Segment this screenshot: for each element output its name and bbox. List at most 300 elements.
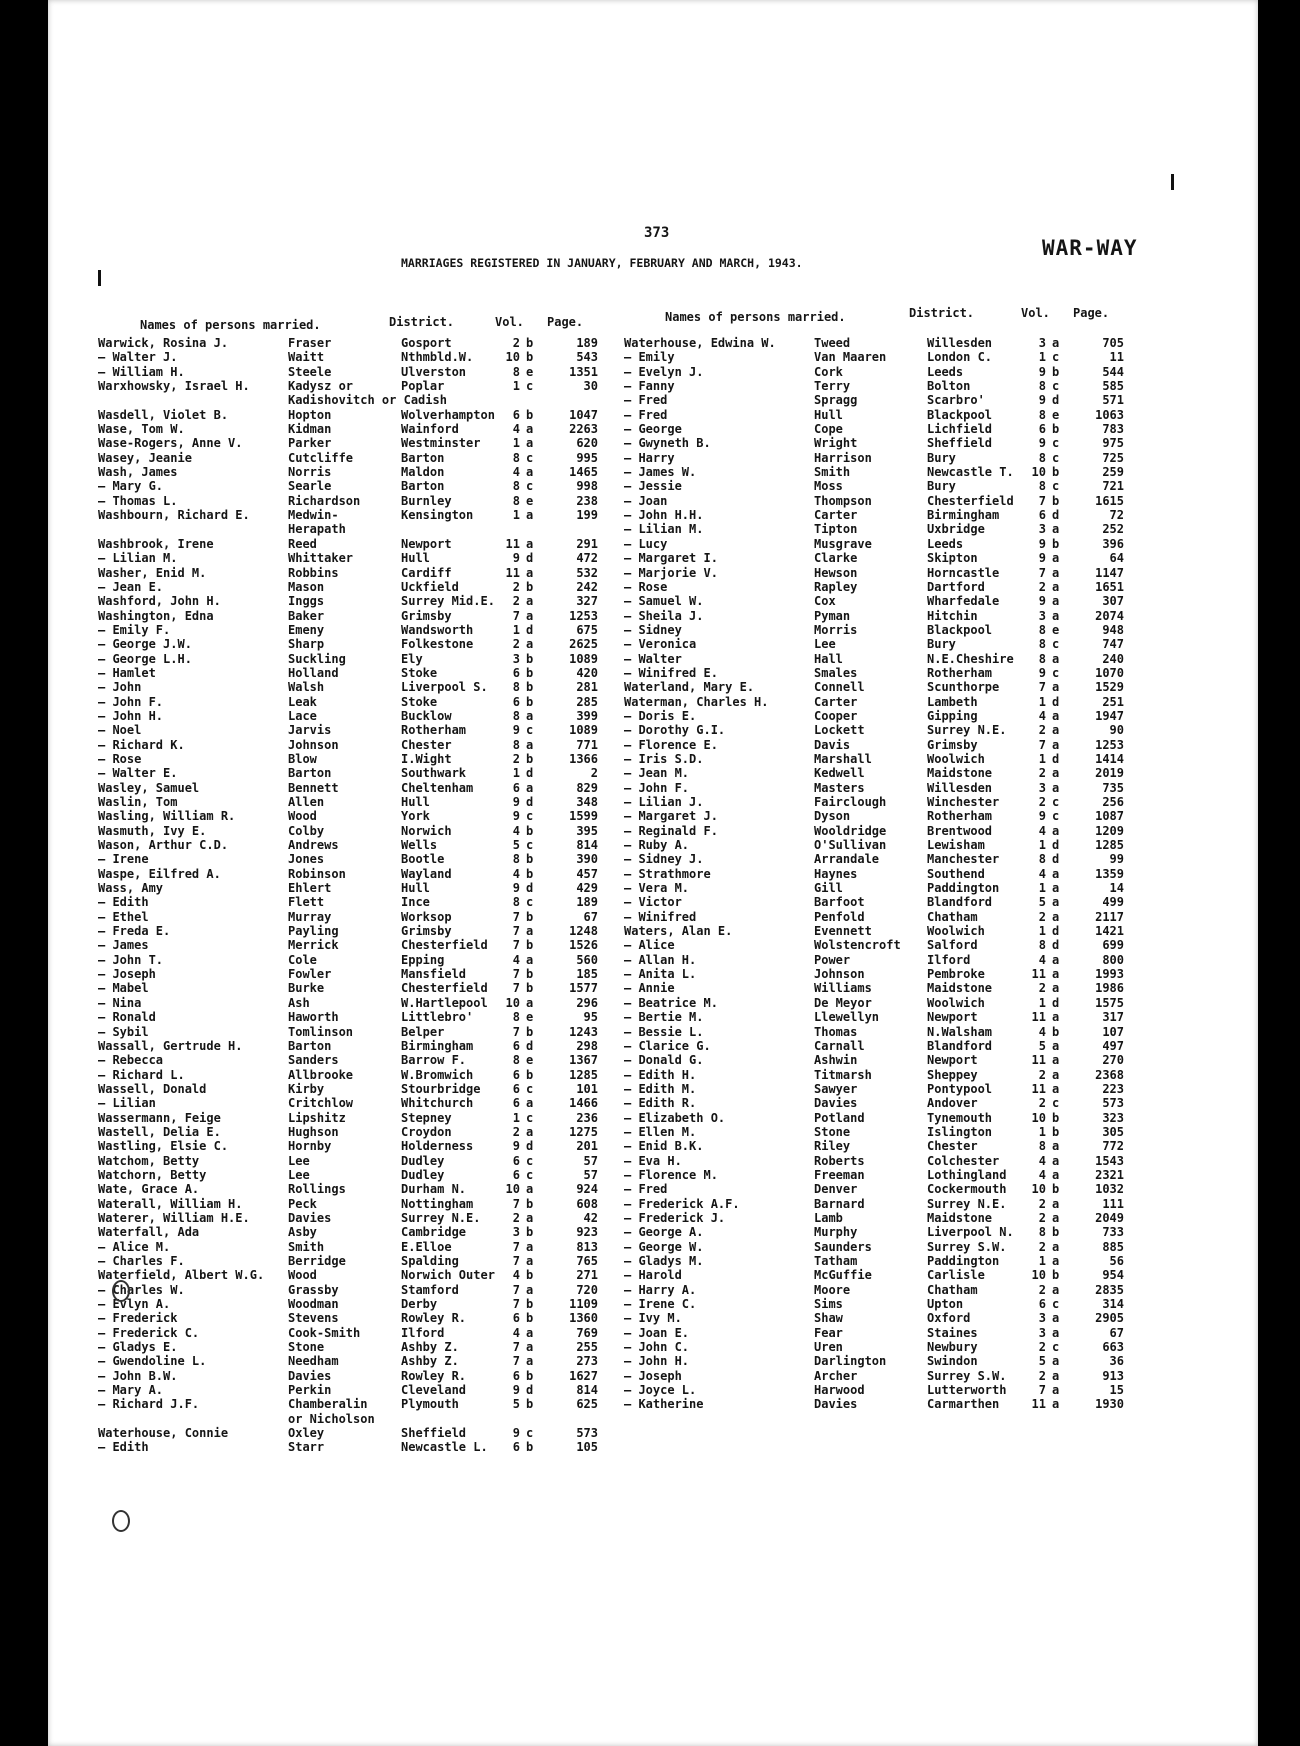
entry-page: 1986 [1095,981,1124,996]
entry-name: Waterland, Mary E. [624,680,755,695]
entry-volume-section: a [1052,1167,1060,1182]
entry-name: — Bessie L. [624,1024,704,1039]
entry-district: Hull [401,881,430,896]
entry-name: — Mary A. [98,1383,164,1398]
entry-page: 107 [1102,1024,1124,1039]
entry-district: Chester [401,737,452,752]
entry-district: Lothingland [927,1167,1007,1182]
entry-volume: 9 [512,795,520,809]
entry-name: — Richard J.F. [98,1397,200,1412]
entry-district: Newport [401,536,452,551]
entry-spouse: Oxley [288,1426,325,1441]
entry-spouse: Payling [288,924,339,939]
entry-name: Washer, Enid M. [98,565,207,580]
entry-page: 271 [576,1268,598,1283]
entry-volume: 7 [512,1340,520,1355]
entry-district: Salford [927,938,978,953]
entry-name: — John C. [624,1340,690,1355]
entry-volume: 6 [512,407,520,422]
entry-name: — Sheila J. [624,608,704,623]
entry-volume-section: a [1052,1196,1060,1211]
entry-district: Ilford [927,952,971,967]
entry-spouse: Jones [288,852,325,867]
entry-page: 199 [576,508,598,523]
entry-district: Plymouth [401,1397,459,1412]
entry-spouse: Berridge [288,1254,346,1268]
entry-district: Stoke [401,694,438,709]
entry-spouse: Kadysz or [288,379,354,394]
entry-volume-section: a [526,1354,534,1369]
entry-page: 497 [1102,1038,1124,1053]
entry-spouse: Fowler [288,967,332,982]
entry-district: Blackpool [927,407,993,422]
entry-volume-section: a [1052,551,1060,566]
entry-page: 67 [583,909,598,924]
entry-page: 259 [1102,465,1124,480]
entry-district: Ulverston [401,364,467,379]
entry-spouse: Sharp [288,637,325,652]
entry-page: 1947 [1095,708,1124,723]
entry-page: 298 [576,1038,598,1053]
entry-volume: 7 [512,1024,520,1039]
entry-spouse: Parker [288,436,332,451]
entry-spouse: Haworth [288,1010,339,1025]
entry-volume: 5 [512,1397,520,1412]
entry-spouse: Tomlinson [288,1024,354,1039]
entry-page: 36 [1109,1354,1124,1369]
entry-district: Scarbro' [927,393,985,408]
entry-name: — James W. [624,465,697,480]
entry-name: — Beatrice M. [624,995,718,1010]
entry-district: Lambeth [927,694,978,709]
entry-district: Gosport [401,336,452,350]
entry-name: — Mabel [98,981,149,996]
entry-page: 1253 [569,608,598,623]
entry-spouse: Cook-Smith [288,1325,361,1340]
entry-page: 457 [576,866,598,881]
entry-page: 1360 [569,1311,598,1326]
entry-name: Waslin, Tom [98,795,178,809]
entry-volume-section: d [1052,393,1060,408]
entry-page: 314 [1102,1297,1124,1312]
entry-page: 323 [1102,1110,1124,1125]
entry-district: Norwich Outer [401,1268,495,1283]
entry-page: 1243 [569,1024,598,1039]
entry-volume: 4 [512,823,520,838]
entry-district: Hull [401,551,430,566]
entry-volume: 1 [1038,1254,1046,1268]
entry-volume: 7 [512,1254,520,1268]
entry-name: — John H. [98,708,164,723]
entry-volume: 8 [512,737,520,752]
entry-name: Washbrook, Irene [98,536,214,551]
entry-district: Woolwich [927,924,985,939]
entry-name: — Ellen M. [624,1124,697,1139]
entry-spouse: Fraser [288,336,332,350]
entry-name: — George A. [624,1225,704,1240]
entry-name: — Veronica [624,637,697,652]
entry-name: — Allan H. [624,952,697,967]
entry-name: — Victor [624,895,682,910]
entry-district: Uxbridge [927,522,985,537]
entry-district: N.E.Cheshire [927,651,1014,666]
entry-district: Liverpool N. [927,1225,1014,1240]
entry-page: 420 [576,665,598,680]
entry-name: — Frederick J. [624,1210,726,1225]
entry-spouse: Cox [814,594,836,609]
entry-district: Chatham [927,909,978,924]
entry-district: Cockermouth [927,1182,1007,1197]
entry-page: 56 [1109,1254,1124,1268]
entry-spouse: Stone [814,1124,851,1139]
entry-volume: 11 [505,565,520,580]
entry-district: Nthmbld.W. [401,350,474,365]
entry-volume-section: a [1052,766,1060,781]
entry-name: — Freda E. [98,924,171,939]
entry-district: Manchester [927,852,1000,867]
entry-district: Uckfield [401,579,459,594]
entry-volume-section: d [526,881,534,896]
entry-name: — William H. [98,364,185,379]
entry-volume-section: e [526,1010,534,1025]
entry-volume: 2 [512,594,520,609]
entry-spouse: Herapath [288,522,346,537]
entry-district: Newcastle T. [927,465,1014,480]
entry-name: — Lilian M. [624,522,704,537]
entry-spouse: Flett [288,895,325,910]
entry-volume: 2 [512,579,520,594]
entry-district: Lutterworth [927,1383,1007,1398]
entry-spouse: Williams [814,981,872,996]
entry-district: Surrey N.E. [401,1210,481,1225]
entry-name: — Vera M. [624,881,690,896]
entry-volume-section: a [1052,1153,1060,1168]
entry-name: — Hamlet [98,665,156,680]
entry-district: Cambridge [401,1225,467,1240]
entry-volume-section: b [526,579,534,594]
entry-spouse: Denver [814,1182,858,1197]
entry-district: Southwark [401,766,467,781]
entry-name: Warwick, Rosina J. [98,336,229,350]
entry-volume: 6 [512,1440,520,1455]
entry-volume-section: e [526,493,534,508]
entry-volume: 1 [1038,694,1046,709]
entry-page: 1087 [1095,809,1124,824]
entry-volume: 5 [1038,1038,1046,1053]
entry-district: W.Hartlepool [401,995,488,1010]
entry-page: 675 [576,622,598,637]
entry-volume: 6 [512,780,520,795]
entry-name: — Annie [624,981,675,996]
entry-volume-section: a [1052,1081,1060,1096]
entry-page: 252 [1102,522,1124,537]
entry-name: — John B.W. [98,1368,178,1383]
entry-volume: 8 [512,364,520,379]
entry-district: York [401,809,430,824]
entry-name: Wassell, Donald [98,1081,207,1096]
entry-page: 1047 [569,407,598,422]
entry-district: Rowley R. [401,1311,467,1326]
entry-spouse: Davies [814,1397,858,1412]
right-header-page: Page. [1073,306,1110,320]
entry-page: 57 [583,1153,598,1168]
entry-volume-section: b [526,981,534,996]
entry-volume: 5 [512,838,520,853]
entry-spouse: Hornby [288,1139,332,1154]
entry-page: 705 [1102,336,1124,350]
entry-volume-section: d [526,766,534,781]
entry-spouse: Davies [288,1368,332,1383]
entry-name: — John H. [624,1354,690,1369]
entry-volume: 2 [512,637,520,652]
entry-name: Washington, Edna [98,608,214,623]
entry-name: — Joan [624,493,668,508]
entry-page: 101 [576,1081,598,1096]
punch-hole [112,1280,130,1302]
entry-volume: 10 [1031,1268,1046,1283]
right-header-name: Names of persons married. [665,310,846,324]
entry-volume: 3 [1038,608,1046,623]
entry-page: 201 [576,1139,598,1154]
entry-volume-section: d [1052,924,1060,939]
page-code: WAR-WAY [1042,236,1138,260]
entry-spouse: Riley [814,1139,851,1154]
entry-volume: 2 [512,1210,520,1225]
entry-volume: 4 [1038,1153,1046,1168]
entry-volume-section: b [526,1297,534,1312]
entry-spouse: Morris [814,622,858,637]
entry-page: 620 [576,436,598,451]
entry-volume: 8 [512,708,520,723]
entry-name: Waterhouse, Connie [98,1426,229,1441]
entry-volume-section: d [1052,508,1060,523]
entry-spouse: Lace [288,708,317,723]
right-header-vol: Vol. [1021,306,1050,320]
entry-spouse: Murray [288,909,332,924]
entry-spouse: Fairclough [814,795,887,809]
entry-volume: 2 [512,1124,520,1139]
entry-page: 281 [576,680,598,695]
entry-volume-section: a [526,1096,534,1111]
entry-volume: 7 [512,924,520,939]
entry-volume: 10 [505,1182,520,1197]
entry-spouse: Connell [814,680,865,695]
entry-volume-section: c [1052,1340,1060,1355]
entry-spouse: Barton [288,1038,332,1053]
entry-district: I.Wight [401,751,452,766]
entry-name: — Gwyneth B. [624,436,711,451]
entry-spouse: Stone [288,1340,325,1355]
entry-volume-section: c [1052,637,1060,652]
entry-spouse: Freeman [814,1167,865,1182]
entry-name: — Lilian [98,1096,156,1111]
entry-volume-section: a [1052,737,1060,752]
entry-district: Maldon [401,465,445,480]
entry-volume: 10 [505,350,520,365]
entry-volume-section: a [526,594,534,609]
entry-volume: 1 [1038,751,1046,766]
entry-volume-section: c [526,479,534,494]
entry-district: Maidstone [927,981,993,996]
entry-volume-section: a [1052,1383,1060,1398]
entry-page: 608 [576,1196,598,1211]
entry-spouse: Terry [814,379,851,394]
entry-spouse: Holland [288,665,339,680]
entry-volume-section: c [526,895,534,910]
entry-volume: 8 [1038,479,1046,494]
entry-name: Wash, James [98,465,178,480]
entry-volume-section: b [526,1440,534,1455]
entry-volume-section: a [526,1124,534,1139]
entry-name: — Thomas L. [98,493,178,508]
entry-page: 238 [576,493,598,508]
entry-volume: 4 [1038,708,1046,723]
entry-volume-section: b [526,823,534,838]
entry-spouse: Pyman [814,608,851,623]
entry-volume-section: a [1052,909,1060,924]
entry-spouse: Kirby [288,1081,325,1096]
entry-volume-section: b [1052,1225,1060,1240]
entry-volume-section: c [1052,450,1060,465]
entry-volume-section: a [526,1210,534,1225]
entry-district: Leeds [927,364,964,379]
entry-volume-section: b [526,852,534,867]
entry-spouse: Kedwell [814,766,865,781]
entry-district: Bootle [401,852,445,867]
entry-spouse: Richardson [288,493,361,508]
entry-name: — Edith M. [624,1081,697,1096]
entry-page: 725 [1102,450,1124,465]
entry-page: 1089 [569,651,598,666]
entry-district: Upton [927,1297,964,1312]
entry-page: 1351 [569,364,598,379]
entry-name: Wastell, Delia E. [98,1124,221,1139]
entry-name: — Marjorie V. [624,565,718,580]
entry-name: — Irene C. [624,1297,697,1312]
entry-page: 499 [1102,895,1124,910]
entry-district: Hitchin [927,608,978,623]
entry-volume: 3 [1038,780,1046,795]
entry-spouse: Jarvis [288,723,332,738]
entry-district: Wayland [401,866,452,881]
entry-page: 814 [576,838,598,853]
entry-district: Ashby Z. [401,1354,459,1369]
entry-name: — Doris E. [624,708,697,723]
entry-name: — Joyce L. [624,1383,697,1398]
entry-volume-section: b [1052,1268,1060,1283]
entry-page: 67 [1109,1325,1124,1340]
entry-volume-section: b [1052,493,1060,508]
entry-name: — Lilian J. [624,795,704,809]
entry-volume-section: d [1052,838,1060,853]
entry-district: Burnley [401,493,452,508]
margin-mark [98,270,101,286]
entry-district: Tynemouth [927,1110,993,1125]
entry-district: Surrey S.W. [927,1368,1007,1383]
entry-district: Leeds [927,536,964,551]
entry-volume-section: c [1052,1297,1060,1312]
entry-name: Washford, John H. [98,594,221,609]
entry-district: Spalding [401,1254,459,1268]
entry-spouse: Reed [288,536,317,551]
entry-page: 270 [1102,1053,1124,1068]
entry-name: — George [624,422,682,437]
entry-page: 813 [576,1239,598,1254]
page-number: 373 [644,225,670,241]
entry-volume-section: a [1052,823,1060,838]
entry-name: — Bertie M. [624,1010,704,1025]
entry-name: — Edith R. [624,1096,697,1111]
entry-district: Poplar [401,379,445,394]
entry-spouse: Inggs [288,594,325,609]
entry-name: — Margaret I. [624,551,718,566]
entry-district: Lewisham [927,838,985,853]
entry-spouse: Harwood [814,1383,865,1398]
entry-name: — Frederick [98,1311,178,1326]
entry-volume: 6 [512,1081,520,1096]
entry-name: Wase, Tom W. [98,422,185,437]
entry-district: Blandford [927,1038,993,1053]
entry-page: 800 [1102,952,1124,967]
entry-name: — Donald G. [624,1053,704,1068]
entry-page: 975 [1102,436,1124,451]
left-header-name: Names of persons married. [140,318,321,332]
entry-volume: 3 [1038,522,1046,537]
entry-name: — Ivy M. [624,1311,682,1326]
entry-volume: 4 [512,866,520,881]
entry-volume-section: a [1052,708,1060,723]
entry-volume-section: a [526,565,534,580]
entry-page: 923 [576,1225,598,1240]
entry-spouse: Haynes [814,866,858,881]
entry-spouse: Gill [814,881,843,896]
entry-volume: 2 [1038,1067,1046,1082]
entry-volume: 2 [1038,1340,1046,1355]
entry-name: Watchorn, Betty [98,1167,207,1182]
entry-district: Chatham [927,1282,978,1297]
entry-page: 1285 [569,1067,598,1082]
entry-district: Southend [927,866,985,881]
entry-page: 783 [1102,422,1124,437]
entry-volume-section: c [526,1110,534,1125]
entry-volume: 4 [512,1268,520,1283]
entry-volume-section: b [1052,422,1060,437]
entry-spouse: Lockett [814,723,865,738]
entry-volume-section: b [526,1225,534,1240]
entry-page: 1248 [569,924,598,939]
entry-name: — Winifred E. [624,665,718,680]
entry-spouse: Lee [288,1167,310,1182]
entry-spouse: Sims [814,1297,843,1312]
entry-district: Stourbridge [401,1081,481,1096]
entry-volume: 10 [1031,465,1046,480]
entry-volume: 10 [1031,1182,1046,1197]
entry-page: 765 [576,1254,598,1268]
entry-spouse: Peck [288,1196,317,1211]
entry-volume: 6 [512,1096,520,1111]
entry-district: Bury [927,479,956,494]
entry-volume: 8 [1038,379,1046,394]
entry-name: — Jessie [624,479,682,494]
entry-volume: 7 [1038,565,1046,580]
entry-volume: 1 [512,1110,520,1125]
entry-name: — Fanny [624,379,675,394]
entry-volume-section: a [1052,952,1060,967]
entry-district: Gipping [927,708,978,723]
punch-hole [112,1510,130,1532]
entry-volume-section: a [1052,522,1060,537]
entry-page: 429 [576,881,598,896]
